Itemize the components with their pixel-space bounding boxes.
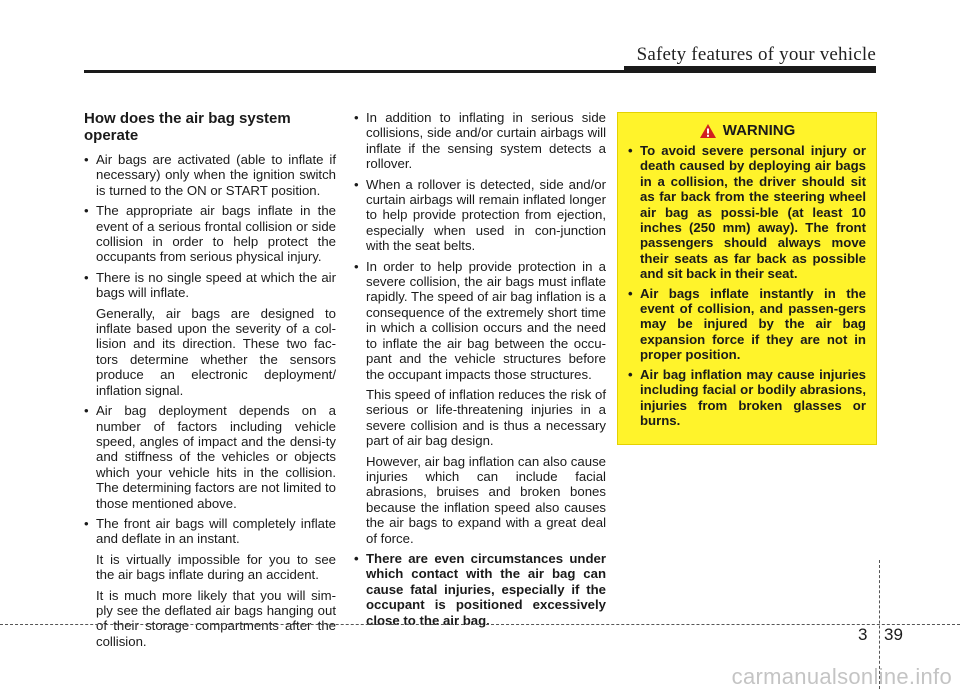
list-item-paragraph: However, air bag inflation can also cause injuries which can include facial abrasions, bruises and broken bones because the inflation speed also causes the air bags to expand with a great deal of force. [366,453,606,546]
left-bullet-list [84,152,336,649]
page-number: 39 [884,625,903,644]
list-item: • In addition to inflating in serious side collisions, side and/or curtain airbags will inflate if the sensing system detects a rollover. [354,110,606,172]
left-column [84,110,336,654]
warning-box [617,112,877,445]
warning-header [628,123,866,139]
list-item: • In order to help provide protection in a severe collision, the air bags must inflate rapidly. The speed of air bag inflation is a consequence of the extremely short time in which a collision occurs and the need to inflate the air bag between the occu-pant and the vehicle structures before the occupant impacts those structures. [354,259,606,382]
list-item-emphasis: • There are even circumstances under which contact with the air bag can cause fatal injuries, especially if the occupant is positioned excessively close to the air bag. [354,551,606,628]
watermark: carmanualsonline.info [731,664,952,689]
list-item: • Air bags are activated (able to inflate if necessary) only when the ignition switch is turned to the ON or START position. [84,152,336,198]
list-item: • Air bag deployment depends on a number of factors including vehicle speed, angles of impact and the densi-ty and stiffness of the vehicles or objects which your vehicle hits in the collision. The determining factors are not limited to those mentioned above. [84,403,336,511]
middle-bullet-list [354,110,606,628]
list-item-paragraph: It is virtually impossible for you to see the air bags inflate during an accident. [96,551,336,583]
section-heading: How does the air bag system operate [84,110,291,144]
warning-triangle-icon [699,123,717,139]
list-item-paragraph: This speed of inflation reduces the risk of serious or life-threatening injuries in a severe collision and is thus a necessary part of air bag design. [366,386,606,449]
list-item-paragraph: It is much more likely that you will sim-ply see the deflated air bags hanging out of their storage compartments after the collision. [96,587,336,649]
list-item: • There is no single speed at which the air bags will inflate. [84,270,336,301]
middle-column [354,110,606,633]
warning-item: • Air bags inflate instantly in the event of collision, and passen-gers may be injured by the air bag expansion force if they are not in proper position. [628,286,866,363]
footer-rule [0,624,960,625]
list-item: • When a rollover is detected, side and/or curtain airbags will remain inflated longer to help provide protection from ejection, especially when used in con-junction with the seat belts. [354,177,606,254]
section-title: Safety features of your vehicle [636,44,876,65]
warning-item: • To avoid severe personal injury or death caused by deploying air bags in a collision, the driver should sit as far back from the steering wheel air bag as possi-ble (at least 10 inches (250 mm) away). The front passengers should always move their seats as far back as possible and sit back in their seat. [628,143,866,282]
header-tab-bar [624,66,876,73]
warning-list [628,143,866,428]
warning-title: WARNING [722,122,796,140]
list-item: • The appropriate air bags inflate in the event of a serious frontal collision or side collision in order to help protect the occupants from serious physical injury. [84,203,336,265]
list-item-paragraph: Generally, air bags are designed to inflate based upon the severity of a col-lision and its direction. These two fac-tors determine whether the sensors produce an electronic deployment/ inflation signal. [96,305,336,398]
chapter-number: 3 [858,625,868,644]
warning-item: • Air bag inflation may cause injuries including facial or bodily abrasions, injuries from broken glasses or burns. [628,367,866,429]
list-item: • The front air bags will completely inflate and deflate in an instant. [84,516,336,547]
